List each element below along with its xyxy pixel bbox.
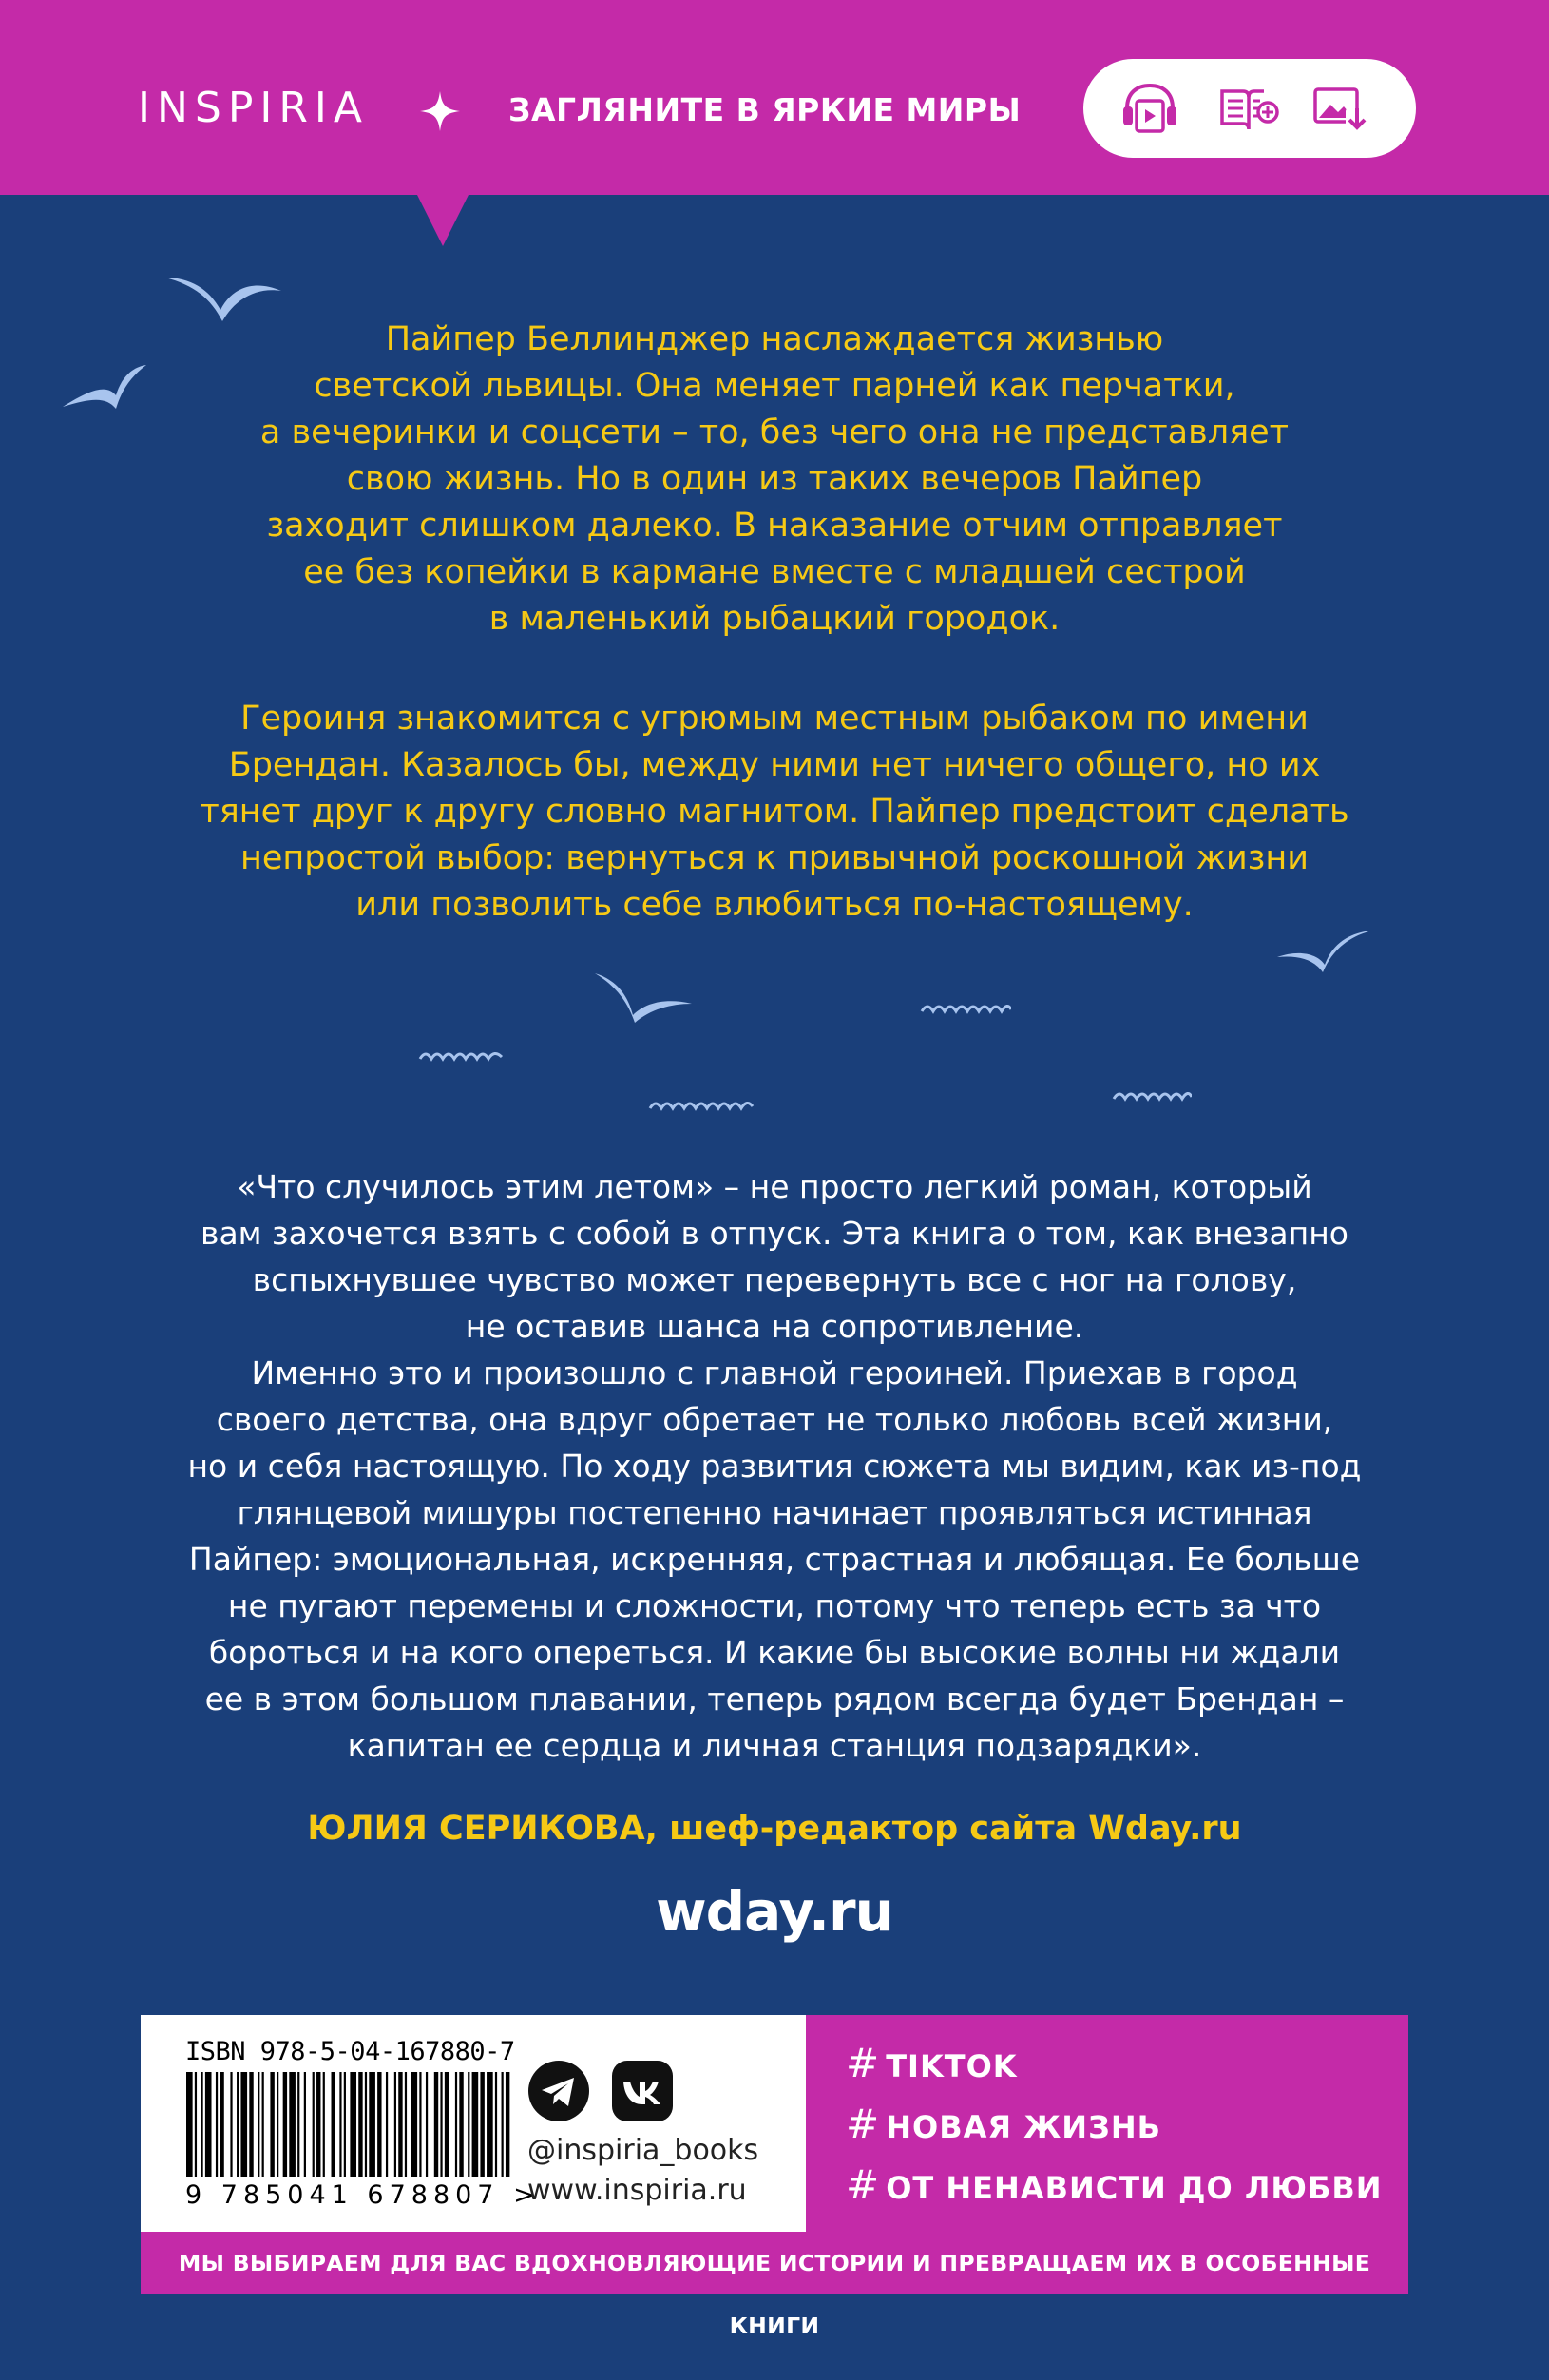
review-line: Именно это и произошло с главной героиней. Приехав в город	[251, 1354, 1298, 1392]
barcode-bar	[350, 2072, 356, 2177]
barcode-bar	[258, 2072, 259, 2177]
header-tagline: ЗАГЛЯНИТЕ В ЯРКИЕ МИРЫ	[508, 91, 1022, 128]
wave-icon	[418, 1046, 504, 1065]
barcode-bar	[365, 2072, 367, 2177]
barcode-bar	[468, 2072, 469, 2177]
barcode-bar	[240, 2072, 247, 2177]
synopsis-line: светской львицы. Она меняет парней как перчатки,	[314, 367, 1235, 405]
format-icons-pill	[1083, 59, 1416, 158]
review-line: Пайпер: эмоциональная, искренняя, страстная и любящая. Ее больше	[188, 1541, 1361, 1578]
synopsis-line: заходит слишком далеко. В наказание отчим отправляет	[266, 507, 1283, 545]
brand-logo: INSPIRIA	[138, 84, 369, 132]
review-line: вспыхнувшее чувство может перевернуть все с ног на голову,	[252, 1261, 1297, 1298]
barcode-bar	[297, 2072, 299, 2177]
barcode-bar	[426, 2072, 428, 2177]
barcode-bar	[230, 2072, 232, 2177]
synopsis-line: Героиня знакомится с угрюмым местным рыбаком по имени	[240, 700, 1309, 738]
barcode-bar	[195, 2072, 197, 2177]
barcode-bar	[455, 2072, 457, 2177]
barcode-bar	[386, 2072, 388, 2177]
barcode-bar	[237, 2072, 239, 2177]
audiobook-icon[interactable]	[1119, 80, 1180, 137]
barcode-bar	[440, 2072, 442, 2177]
barcode-bar	[369, 2072, 375, 2177]
barcode-bar	[459, 2072, 463, 2177]
barcode-bar	[332, 2072, 335, 2177]
synopsis-line: ее без копейки в кармане вместе с младшей сестрой	[303, 553, 1246, 591]
sparkle-icon	[418, 89, 462, 133]
barcode-bar	[398, 2072, 402, 2177]
synopsis-line: а вечеринки и соцсети – то, без чего она не представляет	[259, 413, 1290, 451]
review-line: не пугают перемены и сложности, потому что теперь есть за что	[227, 1587, 1322, 1624]
review-line: вам захочется взять с собой в отпуск. Эта книга о том, как внезапно	[201, 1215, 1348, 1252]
barcode-bar	[270, 2072, 274, 2177]
barcode-bar	[249, 2072, 253, 2177]
review-line: не оставив шанса на сопротивление.	[465, 1308, 1084, 1345]
barcode-bar	[323, 2072, 325, 2177]
barcode-bar	[419, 2072, 421, 2177]
barcode-bar	[502, 2072, 504, 2177]
barcode-bar	[445, 2072, 449, 2177]
barcode-bar	[201, 2072, 202, 2177]
review-line: ее в этом большом плавании, теперь рядом всегда будет Брендан –	[204, 1680, 1345, 1718]
review-quote	[0, 1163, 1549, 1769]
barcode-bar	[344, 2072, 346, 2177]
review-line: своего детства, она вдруг обретает не только любовь всей жизни,	[216, 1401, 1333, 1438]
barcode-bar	[434, 2072, 438, 2177]
barcode-bar	[316, 2072, 320, 2177]
telegram-icon[interactable]	[528, 2061, 589, 2121]
barcode-bar	[472, 2072, 479, 2177]
barcode-bar	[313, 2072, 315, 2177]
barcode-bar	[394, 2072, 396, 2177]
tag-item[interactable]: # ОТ НЕНАВИСТИ ДО ЛЮБВИ	[846, 2161, 1383, 2208]
synopsis-line: тянет друг к другу словно магнитом. Пайпер предстоит сделать	[200, 793, 1349, 831]
barcode-bar	[220, 2072, 223, 2177]
synopsis-line: Брендан. Казалось бы, между ними нет ничего общего, но их	[228, 746, 1321, 784]
review-line: «Что случилось этим летом» – не просто легкий роман, который	[237, 1168, 1312, 1205]
review-line: глянцевой мишуры постепенно начинает проявляться истинная	[237, 1494, 1312, 1531]
synopsis-line: свою жизнь. Но в один из таких вечеров Пайпер	[346, 460, 1203, 498]
barcode-bar	[205, 2072, 212, 2177]
isbn-number: ISBN 978-5-04-167880-7	[185, 2037, 515, 2066]
synopsis-line: Пайпер Беллинджер наслаждается жизнью	[385, 320, 1164, 358]
wave-icon	[1112, 1085, 1192, 1104]
tag-item[interactable]: # TIKTOK	[846, 2040, 1018, 2086]
synopsis-paragraph-2	[0, 696, 1549, 929]
review-line: бороться и на кого опереться. И какие бы высокие волны ни ждали	[208, 1634, 1341, 1671]
footer-banner: МЫ ВЫБИРАЕМ ДЛЯ ВАС ВДОХНОВЛЯЮЩИЕ ИСТОРИИ И ПРЕВРАЩАЕМ ИХ В ОСОБЕННЫЕ КНИГИ	[141, 2232, 1408, 2294]
barcode-bar	[358, 2072, 362, 2177]
barcode-bar	[283, 2072, 287, 2177]
vk-icon[interactable]	[612, 2061, 673, 2121]
review-author: ЮЛИЯ СЕРИКОВА, шеф-редактор сайта Wday.ru	[307, 1810, 1242, 1848]
ebook-icon[interactable]	[1218, 80, 1279, 137]
barcode-number: 9 785041 678807 >	[185, 2180, 541, 2210]
wave-icon	[920, 998, 1011, 1017]
barcode-bar	[506, 2072, 509, 2177]
synopsis-line: или позволить себе влюбиться по-настоящему.	[355, 886, 1194, 924]
barcode-bar	[262, 2072, 264, 2177]
wday-logo: wday.ru	[656, 1879, 893, 1944]
barcode-bar	[304, 2072, 306, 2177]
barcode-bar	[377, 2072, 381, 2177]
barcode-bar	[339, 2072, 341, 2177]
barcode-bar	[411, 2072, 417, 2177]
download-image-icon[interactable]	[1311, 80, 1372, 137]
barcode-bar	[405, 2072, 407, 2177]
barcode-bar	[289, 2072, 296, 2177]
website-link[interactable]: www.inspiria.ru	[527, 2174, 747, 2207]
barcode-bar	[277, 2072, 278, 2177]
synopsis-line: в маленький рыбацкий городок.	[488, 600, 1061, 638]
barcode-bar	[186, 2072, 193, 2177]
review-line: но и себя настоящую. По ходу развития сюжета мы видим, как из-под	[187, 1448, 1362, 1485]
wave-icon	[648, 1095, 755, 1114]
synopsis-paragraph-1	[0, 317, 1549, 643]
barcode-bar	[487, 2072, 493, 2177]
seagull-icon	[1273, 927, 1378, 974]
review-line: капитан ее сердца и личная станция подзарядки».	[347, 1727, 1202, 1764]
seagull-icon	[591, 969, 696, 1025]
synopsis-line: непростой выбор: вернуться к привычной роскошной жизни	[239, 839, 1310, 877]
barcode-bar	[480, 2072, 484, 2177]
instagram-handle[interactable]: @inspiria_books	[527, 2134, 759, 2167]
barcode-bar	[495, 2072, 497, 2177]
tag-item[interactable]: # НОВАЯ ЖИЗНЬ	[846, 2101, 1161, 2147]
barcode-bar	[216, 2072, 218, 2177]
barcode	[182, 2072, 520, 2177]
header-notch	[416, 193, 469, 246]
seagull-icon	[162, 266, 285, 323]
